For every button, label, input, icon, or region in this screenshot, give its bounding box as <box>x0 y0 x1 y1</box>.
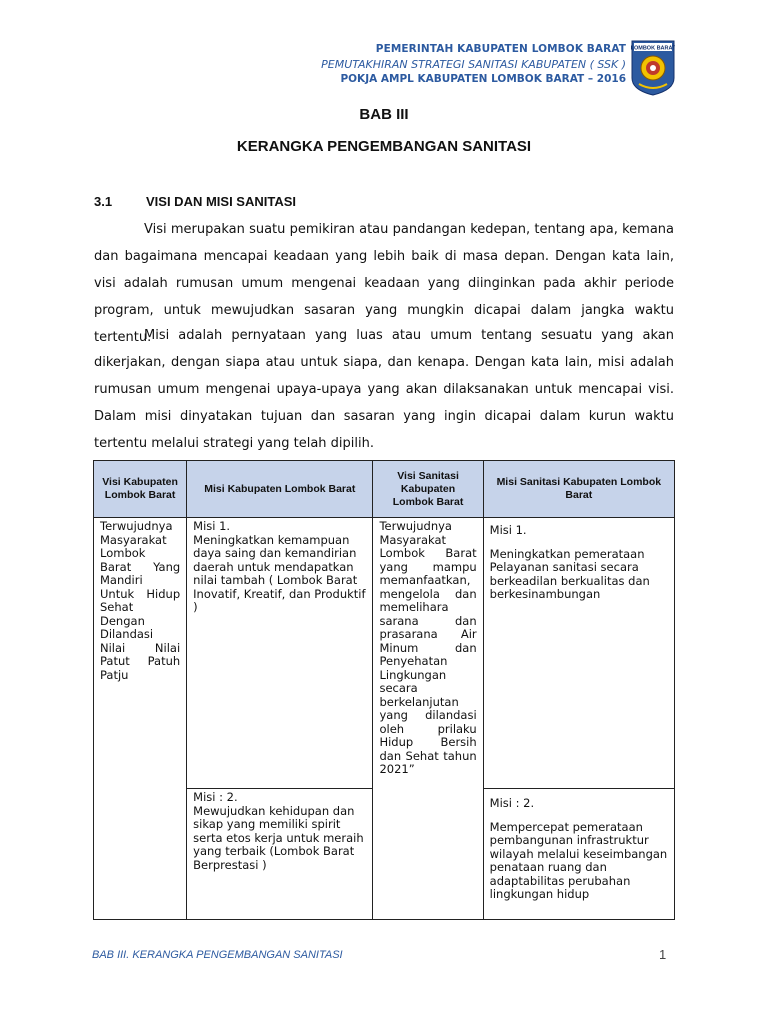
misi-sanitasi-1-label: Misi 1. <box>489 523 527 537</box>
misi-kabupaten-2-label: Misi : 2. <box>193 790 238 804</box>
section-heading <box>94 194 296 209</box>
footer-chapter-label: BAB III. KERANGKA PENGEMBANGAN SANITASI <box>92 949 343 961</box>
misi-kabupaten-1-text: Meningkatkan kemampuan daya saing dan kemandirian daerah untuk mendapatkan nilai tambah ( Lombok Barat Inovatif, Kreatif, dan Produktif ) <box>193 532 366 614</box>
header-line-3: POKJA AMPL KABUPATEN LOMBOK BARAT – 2016 <box>340 73 626 85</box>
paragraph-visi-text: Visi merupakan suatu pemikiran atau pandangan kedepan, tentang apa, kemana dan bagaimana mencapai keadaan yang lebih baik di masa depan. Dengan kata lain, visi adalah rumusan umum mengenai keadaan yang diinginkan pada akhir periode program, untuk mewujudkan sasaran yang mungkin dicapai dalam jangka waktu tertentu. <box>94 222 674 345</box>
section-number: 3.1 <box>94 194 113 209</box>
page-number: 1 <box>659 947 667 962</box>
header-visi-kabupaten: Visi Kabupaten Lombok Barat <box>94 461 187 518</box>
misi-sanitasi-1-text: Meningkatkan pemerataan Pelayanan sanitasi secara berkeadilan berkualitas dan berkesinambungan <box>489 546 650 601</box>
header-line-2: PEMUTAKHIRAN STRATEGI SANITASI KABUPATEN ( SSK ) <box>321 58 626 71</box>
table-row <box>94 518 675 789</box>
misi-kabupaten-1-cell <box>187 518 373 789</box>
visi-misi-table <box>93 460 675 920</box>
visi-kabupaten-cell: Terwujudnya Masyarakat Lombok Barat Yang Mandiri Untuk Hidup Sehat Dengan Dilandasi Nilai Nilai Patut Patuh Patju <box>94 518 187 920</box>
misi-sanitasi-1-cell <box>483 518 674 789</box>
paragraph-misi-text: Misi adalah pernyataan yang luas atau umum tentang sesuatu yang akan dikerjakan, dengan siapa atau untuk siapa, dan kenapa. Dengan kata lain, misi adalah rumusan umum mengenai upaya-upaya yang akan dilaksanakan untuk mencapai visi. Dalam misi dinyatakan tujuan dan sasaran yang ingin dicapai dalam kurun waktu tertentu melalui strategi yang telah dipilih. <box>94 328 674 451</box>
chapter-number: BAB III <box>359 106 409 123</box>
header-visi-sanitasi: Visi Sanitasi Kabupaten Lombok Barat <box>373 461 483 518</box>
misi-sanitasi-2-cell <box>483 789 674 920</box>
visi-sanitasi-cell: Terwujudnya Masyarakat Lombok Barat yang mampu memanfaatkan, mengelola dan memelihara sarana dan prasarana Air Minum dan Penyehatan Lingkungan secara berkelanjutan yang dilandasi oleh prilaku Hidup Bersih dan Sehat tahun 2021” <box>373 518 483 920</box>
misi-kabupaten-2-text: Mewujudkan kehidupan dan sikap yang memiliki spirit serta etos kerja untuk meraih yang terbaik (Lombok Barat Berprestasi ) <box>193 803 364 872</box>
misi-kabupaten-1-label: Misi 1. <box>193 519 231 533</box>
misi-sanitasi-2-label: Misi : 2. <box>489 796 535 810</box>
header-misi-kabupaten: Misi Kabupaten Lombok Barat <box>187 461 373 518</box>
chapter-title: KERANGKA PENGEMBANGAN SANITASI <box>236 138 532 155</box>
paragraph-misi <box>94 322 674 457</box>
regency-emblem-icon <box>631 40 675 96</box>
table-header-row <box>94 461 675 518</box>
page-header <box>321 42 626 87</box>
section-title: VISI DAN MISI SANITASI <box>146 194 296 209</box>
misi-kabupaten-2-cell <box>187 789 373 920</box>
header-misi-sanitasi: Misi Sanitasi Kabupaten Lombok Barat <box>483 461 674 518</box>
misi-sanitasi-2-text: Mempercepat pemerataan pembangunan infrastruktur wilayah melalui keseimbangan penataan ruang dan adaptabilitas perubahan lingkungan hidup <box>489 819 668 901</box>
svg-text:LOMBOK BARAT: LOMBOK BARAT <box>631 45 675 52</box>
header-line-1: PEMERINTAH KABUPATEN LOMBOK BARAT <box>375 43 626 55</box>
